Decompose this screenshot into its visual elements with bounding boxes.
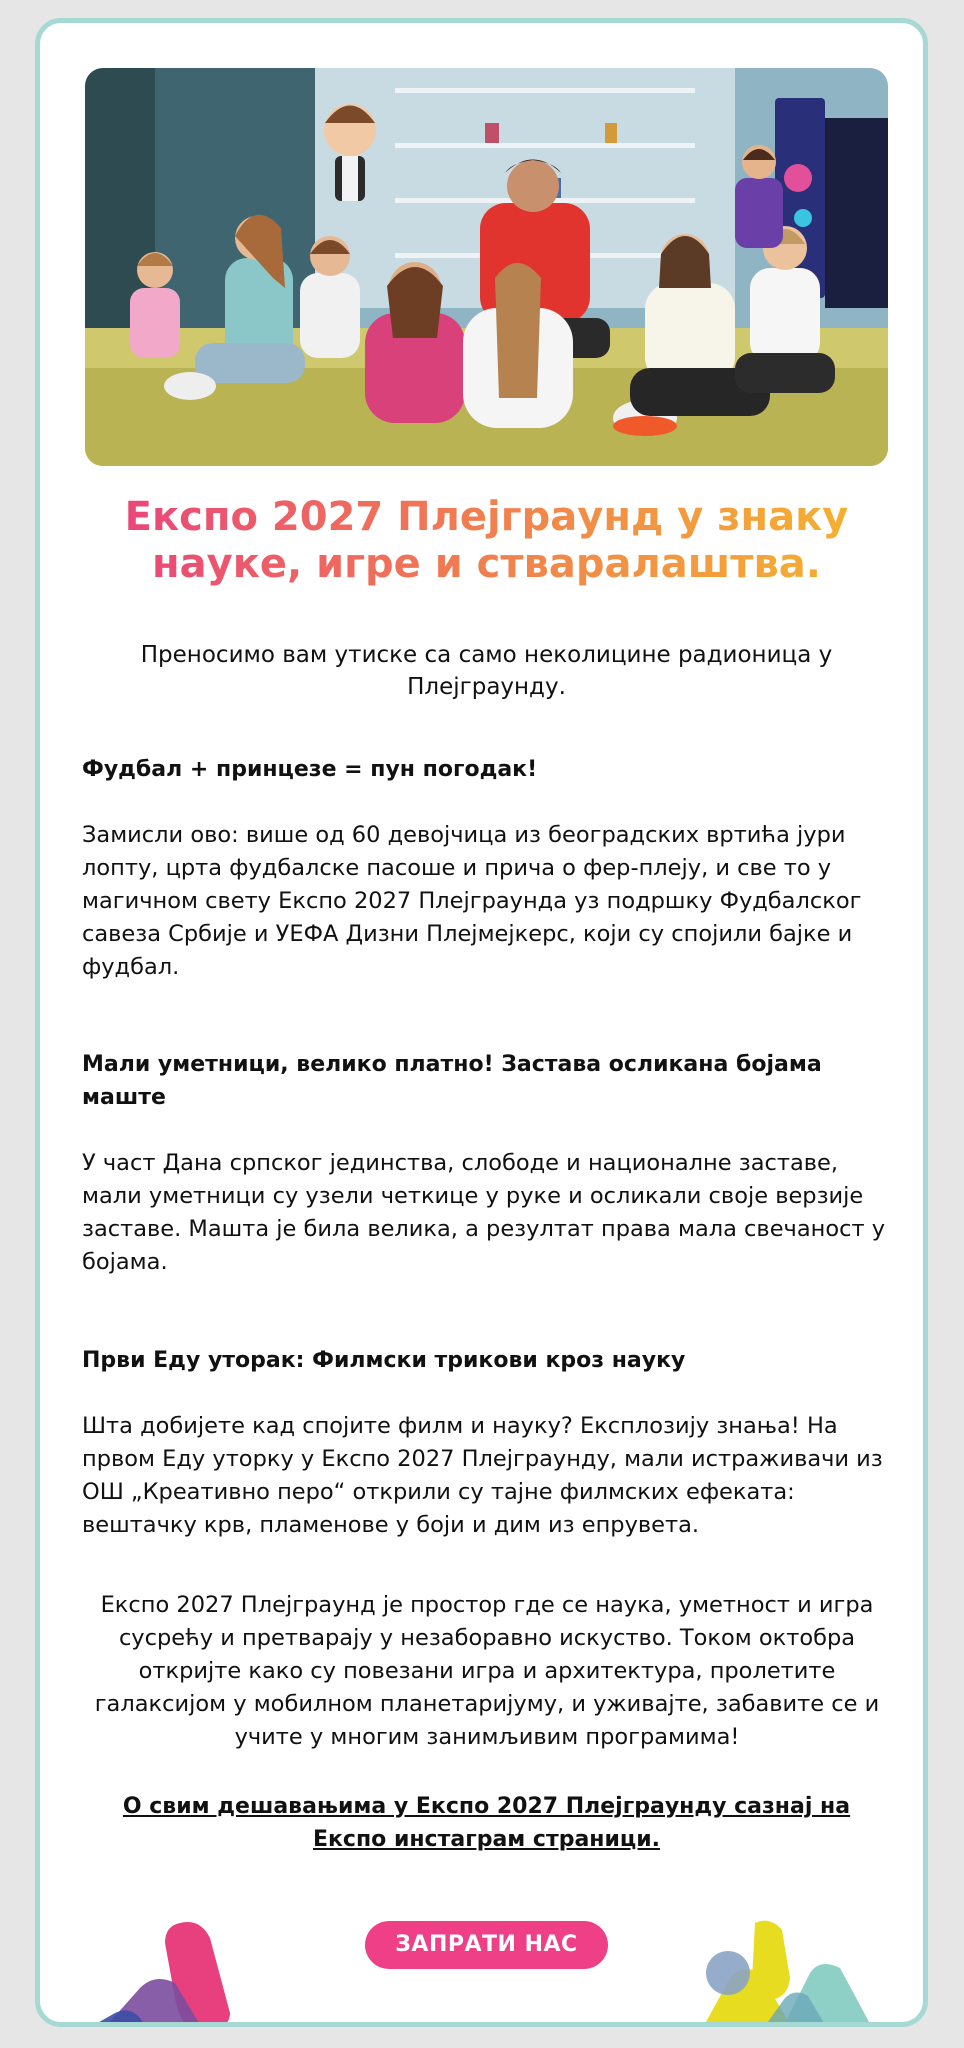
closing-text: Експо 2027 Плејграунд је простор где се наука, уметност и игра сусрећу и претварају у незаборавно искуство. Током октобра откријте како су повезани игра и архитектура, пролетите галаксијом у мобилном планетаријуму, и уживајте, забавите се и учите у многим занимљивим програмима! [94,1592,880,1750]
hero-photo [85,68,888,466]
section-text-football: Замисли ово: више од 60 девојчица из београдских вртића јури лопту, црта фудбалске пасоше и прича о фер-плеју, и све то у магичном свету Експо 2027 Плејграунда уз подршку Фудбалског савеза Србије и УЕФА Дизни Плејмејкерс, који су спојили бајке и фудбал. [82,822,862,980]
newsletter-title: Експо 2027 Плејграунд у знаку науке, игре и стваралаштва. [85,494,888,588]
decorative-shapes-right [660,1918,875,2027]
section-heading-football: Фудбал + принцезе = пун погодак! [82,757,538,782]
newsletter-card [35,18,928,2027]
instagram-link[interactable]: О свим дешавањима у Експо 2027 Плејграунду сазнај на Експо инстаграм страници. [122,1794,851,1852]
decorative-shapes-left [80,1918,240,2027]
section-text-edu-tuesday: Шта добијете кад спојите филм и науку? Експлозију знања! На првом Еду уторку у Експо 2027 Плејграунду, мали истраживачи из ОШ „Креативно перо“ открили су тајне филмских ефеката: вештачку крв, пламенове у боји и дим из епрувета. [82,1413,883,1538]
section-text-flag: У част Дана српског јединства, слободе и националне заставе, мали уметници су узели четкице у руке и осликали своје верзије заставе. Машта је била велика, а резултат права мала свечаност у бојама. [82,1150,886,1275]
section-heading-flag: Мали уметници, велико платно! Застава осликана бојама маште [82,1052,822,1110]
follow-us-button[interactable]: ЗАПРАТИ НАС [365,1921,608,1969]
section-heading-edu-tuesday: Први Еду уторак: Филмски трикови кроз науку [82,1348,686,1373]
intro-text: Преносимо вам утиске са само неколицине радионица у Плејграунду. [140,642,833,700]
